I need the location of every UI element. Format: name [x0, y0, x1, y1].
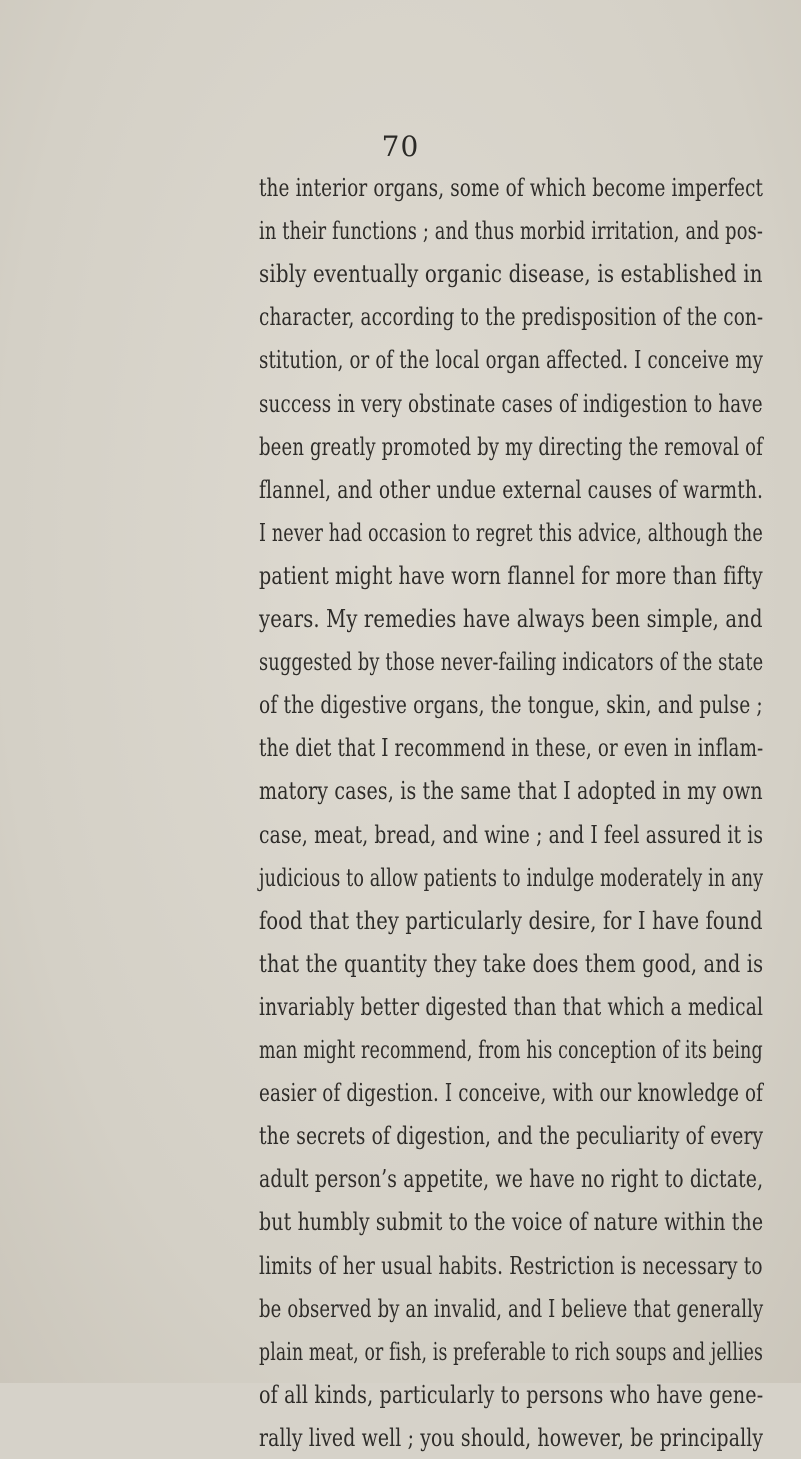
text-line: matory cases, is the same that I adopted in my own — [259, 776, 763, 806]
text-line: man might recommend, from his conception of its being — [259, 1035, 763, 1064]
text-line: but humbly submit to the voice of nature within the — [259, 1207, 764, 1237]
text-line: food that they particularly desire, for I have found — [259, 905, 763, 935]
text-line: success in very obstinate cases of indigestion to have — [259, 388, 763, 418]
text-line: the interior organs, some of which become imperfect — [259, 173, 764, 202]
text-line: stitution, or of the local organ affected. I conceive my — [259, 345, 764, 375]
text-line: rally lived well ; you should, however, be principally — [259, 1422, 764, 1452]
text-line: invariably better digested than that which a medical — [259, 991, 764, 1021]
text-line: I never had occasion to regret this advice, although the — [259, 517, 763, 547]
text-line: the secrets of digestion, and the peculiarity of every — [259, 1121, 764, 1151]
text-line: plain meat, or fish, is preferable to rich soups and jellies — [259, 1336, 764, 1366]
text-line: that the quantity they take does them good, and is — [259, 948, 764, 978]
text-line: easier of digestion. I conceive, with our knowledge of — [259, 1078, 764, 1108]
text-line: limits of her usual habits. Restriction is necessary to — [259, 1250, 763, 1280]
text-line: flannel, and other undue external causes of warmth. — [259, 474, 764, 504]
text-line: of the digestive organs, the tongue, skin, and pulse ; — [259, 690, 763, 720]
text-line: the diet that I recommend in these, or even in inflam- — [259, 733, 764, 763]
page-number: 70 — [381, 130, 420, 163]
text-line: adult person’s appetite, we have no right to dictate, — [259, 1164, 764, 1194]
text-line: years. My remedies have always been simple, and — [259, 604, 763, 633]
text-line: character, according to the predisposition of the con- — [259, 302, 764, 332]
text-line: suggested by those never-failing indicators of the state — [259, 647, 764, 677]
text-line: be observed by an invalid, and I believe that generally — [259, 1293, 764, 1323]
text-line: of all kinds, particularly to persons who have gene- — [259, 1379, 764, 1409]
text-line: sibly eventually organic disease, is established in — [259, 259, 763, 289]
text-line: case, meat, bread, and wine ; and I feel assured it is — [259, 819, 764, 849]
text-line: been greatly promoted by my directing the removal of — [259, 431, 763, 461]
text-line: judicious to allow patients to indulge moderately in any — [259, 862, 764, 892]
text-line: patient might have worn flannel for more than fifty — [259, 560, 763, 590]
text-line: in their functions ; and thus morbid irritation, and pos- — [259, 216, 764, 246]
